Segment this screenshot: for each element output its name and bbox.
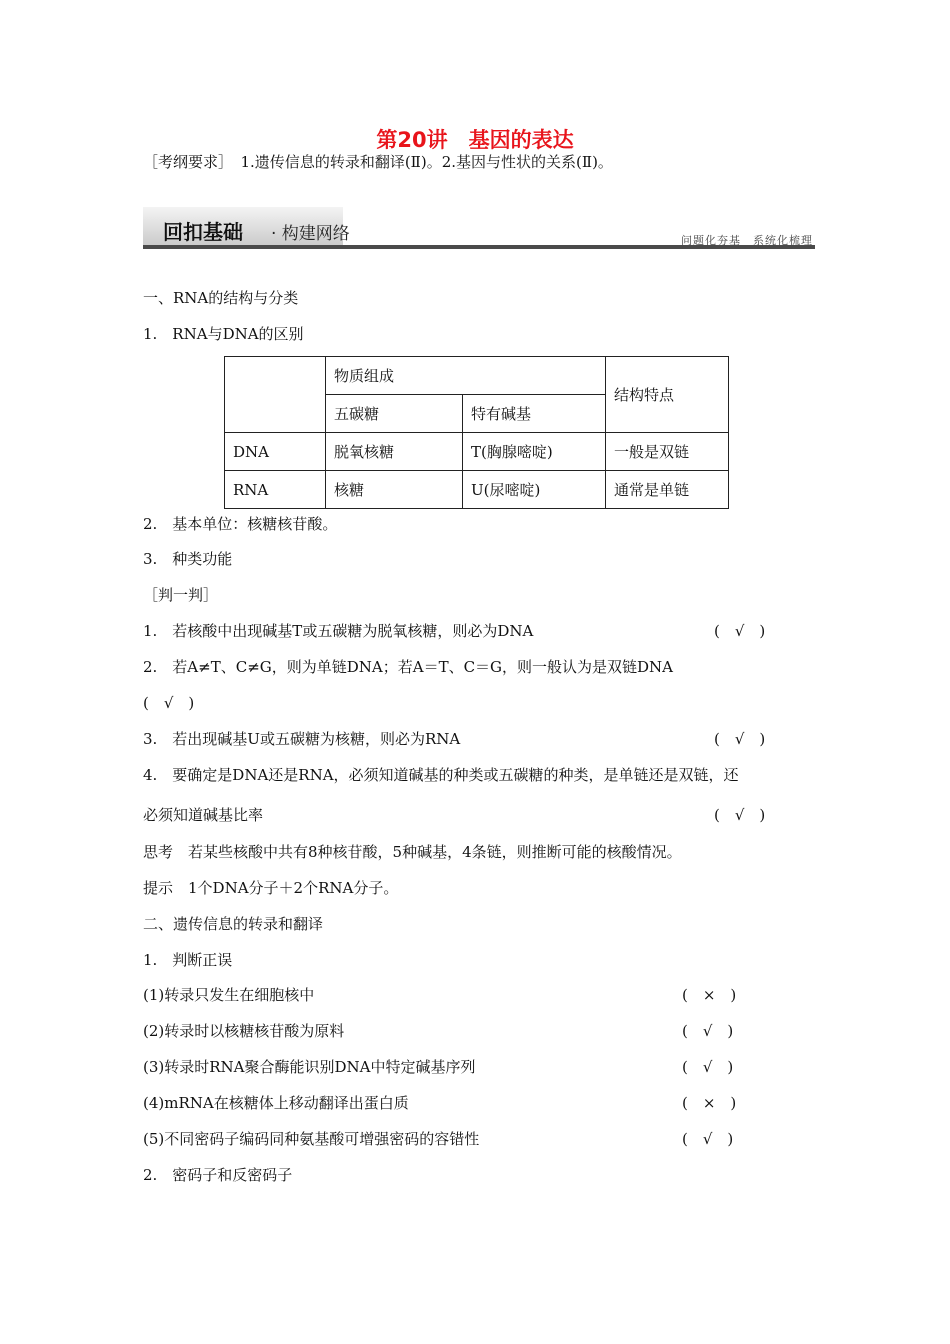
section-banner xyxy=(143,207,815,251)
table-row xyxy=(225,471,729,509)
table-cell: 核糖 xyxy=(326,471,463,509)
table-cell: U(尿嘧啶) xyxy=(463,471,606,509)
judge-statement: (5)不同密码子编码同种氨基酸可增强密码的容错性 xyxy=(143,1130,480,1148)
judge-mark: ( √ ) xyxy=(682,1058,734,1076)
judge-statement: 4. 要确定是DNA还是RNA，必须知道碱基的种类或五碳糖的种类，是单链还是双链，还 xyxy=(143,766,739,784)
judge-statement-cont: 必须知道碱基比率 xyxy=(143,806,264,824)
table-cell: 一般是双链 xyxy=(606,433,729,471)
banner-tagline: 问题化夯基 系统化梳理 xyxy=(681,234,813,247)
table-cell: T(胸腺嘧啶) xyxy=(463,433,606,471)
section1-item3: 3. 种类功能 xyxy=(143,550,233,568)
table-header-group: 物质组成 xyxy=(326,357,606,395)
table-header-sugar: 五碳糖 xyxy=(326,395,463,433)
table-cell: 脱氧核糖 xyxy=(326,433,463,471)
judge-statement: 3. 若出现碱基U或五碳糖为核糖，则必为RNA xyxy=(143,730,461,748)
judge-mark: ( √ ) xyxy=(714,730,766,748)
table-cell: 通常是单链 xyxy=(606,471,729,509)
section1-item2: 2. 基本单位：核糖核苷酸。 xyxy=(143,515,338,533)
judge-statement: 1. 若核酸中出现碱基T或五碳糖为脱氧核糖，则必为DNA xyxy=(143,622,534,640)
table-row xyxy=(225,433,729,471)
judge-statement: (3)转录时RNA聚合酶能识别DNA中特定碱基序列 xyxy=(143,1058,476,1076)
banner-subtitle: · 构建网络 xyxy=(271,224,350,244)
exam-requirements: ［考纲要求］ 1.遗传信息的转录和翻译(Ⅱ)。2.基因与性状的关系(Ⅱ)。 xyxy=(143,153,613,171)
judge-statement: (1)转录只发生在细胞核中 xyxy=(143,986,315,1004)
table-header-struct: 结构特点 xyxy=(606,357,729,433)
judge-statement: (4)mRNA在核糖体上移动翻译出蛋白质 xyxy=(143,1094,409,1112)
judge-mark: ( √ ) xyxy=(714,806,766,824)
table-cell: RNA xyxy=(225,471,326,509)
judge-mark: ( √ ) xyxy=(682,1022,734,1040)
page-title: 第20讲 基因的表达 xyxy=(376,128,574,152)
judge-mark: ( √ ) xyxy=(143,694,195,712)
section1-heading: 一、RNA的结构与分类 xyxy=(143,289,299,307)
judge-mark: ( √ ) xyxy=(682,1130,734,1148)
section2-item2: 2. 密码子和反密码子 xyxy=(143,1166,293,1184)
judge-mark: ( √ ) xyxy=(714,622,766,640)
dna-rna-table xyxy=(224,356,729,509)
judge-mark: ( × ) xyxy=(682,986,737,1004)
table-corner-cell xyxy=(225,357,326,433)
table-row xyxy=(225,357,729,395)
section2-heading: 二、遗传信息的转录和翻译 xyxy=(143,915,324,933)
judge-label: ［判一判］ xyxy=(143,586,219,604)
hint-answer: 提示 1个DNA分子＋2个RNA分子。 xyxy=(143,879,399,897)
think-question: 思考 若某些核酸中共有8种核苷酸，5种碱基，4条链，则推断可能的核酸情况。 xyxy=(143,843,682,861)
judge-statement: (2)转录时以核糖核苷酸为原料 xyxy=(143,1022,345,1040)
section1-item1: 1. RNA与DNA的区别 xyxy=(143,325,304,343)
table-header-base: 特有碱基 xyxy=(463,395,606,433)
section2-item1: 1. 判断正误 xyxy=(143,951,233,969)
banner-title: 回扣基础 xyxy=(163,220,243,244)
judge-statement: 2. 若A≠T、C≠G，则为单链DNA；若A＝T、C＝G，则一般认为是双链DNA xyxy=(143,658,674,676)
table-cell: DNA xyxy=(225,433,326,471)
judge-mark: ( × ) xyxy=(682,1094,737,1112)
